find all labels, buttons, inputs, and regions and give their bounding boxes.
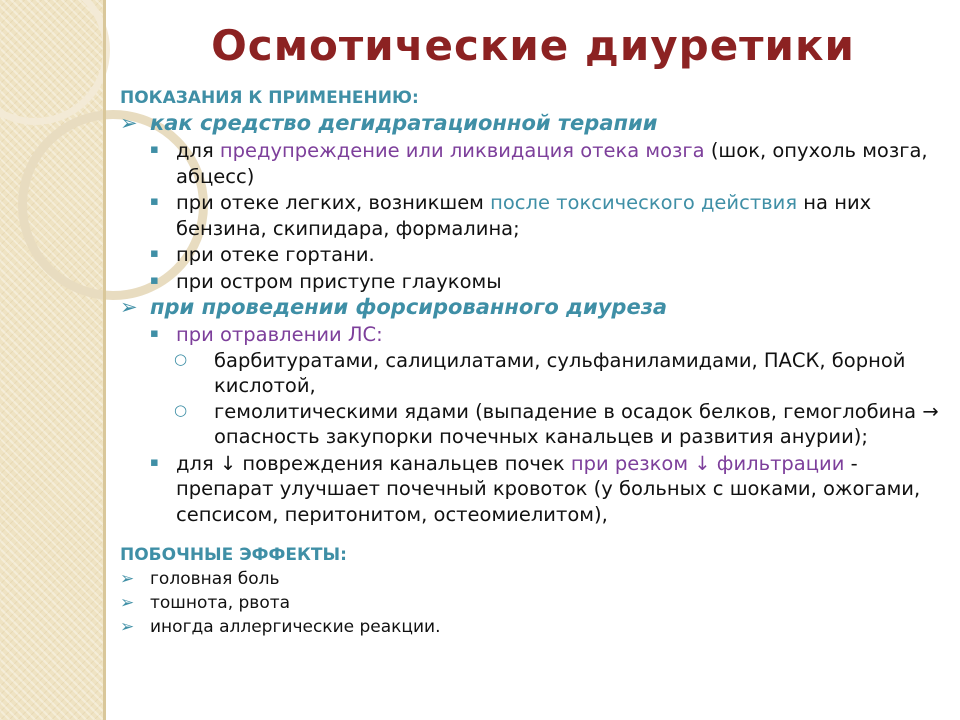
list-item: ▪ при отеке легких, возникшем после токсического действия на них бензина, скипидара, формалина; <box>150 191 872 240</box>
sidebar-edge <box>103 0 106 720</box>
decorative-sidebar <box>0 0 103 720</box>
arrow-bullet-icon: ➢ <box>120 111 138 135</box>
slide-title: Осмотические диуретики <box>211 21 855 70</box>
indications-heading: ПОКАЗАНИЯ К ПРИМЕНЕНИЮ: <box>120 88 419 108</box>
circle-bullet-icon: ○ <box>174 400 188 419</box>
square-bullet-icon: ▪ <box>150 246 159 261</box>
square-bullet-icon: ▪ <box>150 194 159 209</box>
arrow-bullet-icon: ➢ <box>120 593 135 613</box>
square-bullet-icon: ▪ <box>150 326 159 341</box>
sub-list-item: ○ гемолитическими ядами (выпадение в осадок белков, гемоглобина → опасность закупорки почечных канальцев и развития анурии); <box>174 399 939 448</box>
list-item-group1 <box>120 110 940 137</box>
side-effects-heading: ПОБОЧНЫЕ ЭФФЕКТЫ: <box>120 545 347 565</box>
side-effect-item: ➢ иногда аллергические реакции. <box>120 617 441 637</box>
highlight-text: при резком ↓ фильтрации <box>570 451 845 475</box>
list-item: ▪ при отеке гортани. <box>150 243 375 266</box>
square-bullet-icon: ▪ <box>150 142 159 157</box>
highlight-text: после токсического действия <box>490 191 798 214</box>
poison-heading: при отравлении ЛС: <box>176 323 383 346</box>
side-effect-item: ➢ тошнота, рвота <box>120 593 291 613</box>
group1-label: как средство дегидратационной терапии <box>150 111 658 135</box>
sub-list-item: ○ барбитуратами, салицилатами, сульфаниламидами, ПАСК, борной кислотой, <box>174 348 906 397</box>
side-effect-item: ➢ головная боль <box>120 569 280 589</box>
slide-content <box>120 86 940 639</box>
circle-bullet-icon: ○ <box>174 349 188 368</box>
arrow-bullet-icon: ➢ <box>120 295 138 319</box>
list-item: ▪ для ↓ повреждения канальцев почек при резком ↓ фильтрации - препарат улучшает почечный кровоток (у больных с шоками, ожогами, сепсисом, перитонитом, остеомиелитом), <box>150 451 921 526</box>
arrow-bullet-icon: ➢ <box>120 617 135 637</box>
arrow-bullet-icon: ➢ <box>120 569 135 589</box>
group2-label: при проведении форсированного диуреза <box>150 295 668 319</box>
highlight-text: предупреждение или ликвидация отека мозга <box>219 139 705 162</box>
list-item: ▪ при остром приступе глаукомы <box>150 269 502 293</box>
list-item: ▪ для предупреждение или ликвидация отека мозга (шок, опухоль мозга, абцесс) <box>150 139 928 188</box>
square-bullet-icon: ▪ <box>150 272 159 288</box>
square-bullet-icon: ▪ <box>150 454 159 470</box>
list-item-group2 <box>120 294 940 321</box>
decorative-ring <box>0 0 110 125</box>
list-item <box>120 322 940 348</box>
